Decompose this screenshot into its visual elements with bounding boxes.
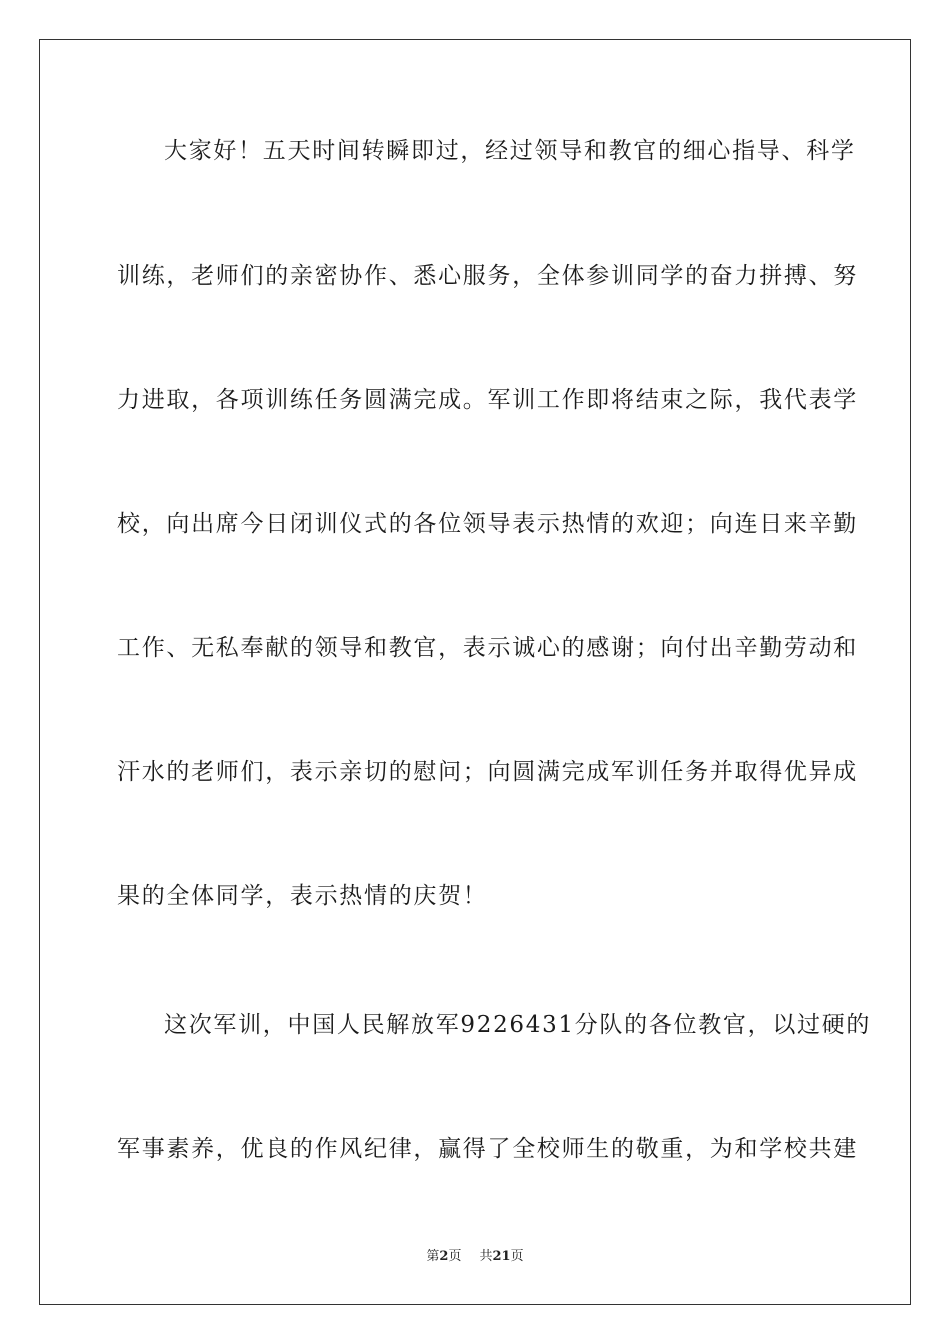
paragraph-line: 大家好！五天时间转瞬即过，经过领导和教官的细心指导、科学 [164,138,856,164]
total-suffix: 页 [510,1249,524,1264]
total-pages: 21 [492,1249,511,1264]
paragraph-line: 力进取，各项训练任务圆满完成。军训工作即将结束之际，我代表学 [117,387,858,413]
paragraph-line: 汗水的老师们，表示亲切的慰问；向圆满完成军训任务并取得优异成 [117,759,858,785]
paragraph-line: 果的全体同学，表示热情的庆贺！ [117,883,488,909]
paragraph-line: 工作、无私奉献的领导和教官，表示诚心的感谢；向付出辛勤劳动和 [117,635,858,661]
page-suffix: 页 [448,1249,462,1264]
paragraph-line: 这次军训，中国人民解放军9226431分队的各位教官，以过硬的 [164,1012,872,1038]
total-prefix: 共 [479,1249,493,1264]
page-footer [0,1248,950,1266]
page-frame [39,39,911,1305]
paragraph-line: 军事素养，优良的作风纪律，赢得了全校师生的敬重，为和学校共建 [117,1136,858,1162]
page-prefix: 第 [426,1249,440,1264]
paragraph-line: 训练，老师们的亲密协作、悉心服务，全体参训同学的奋力拼搏、努 [117,263,858,289]
paragraph-line: 校，向出席今日闭训仪式的各位领导表示热情的欢迎；向连日来辛勤 [117,511,858,537]
page-number: 2 [439,1249,449,1264]
